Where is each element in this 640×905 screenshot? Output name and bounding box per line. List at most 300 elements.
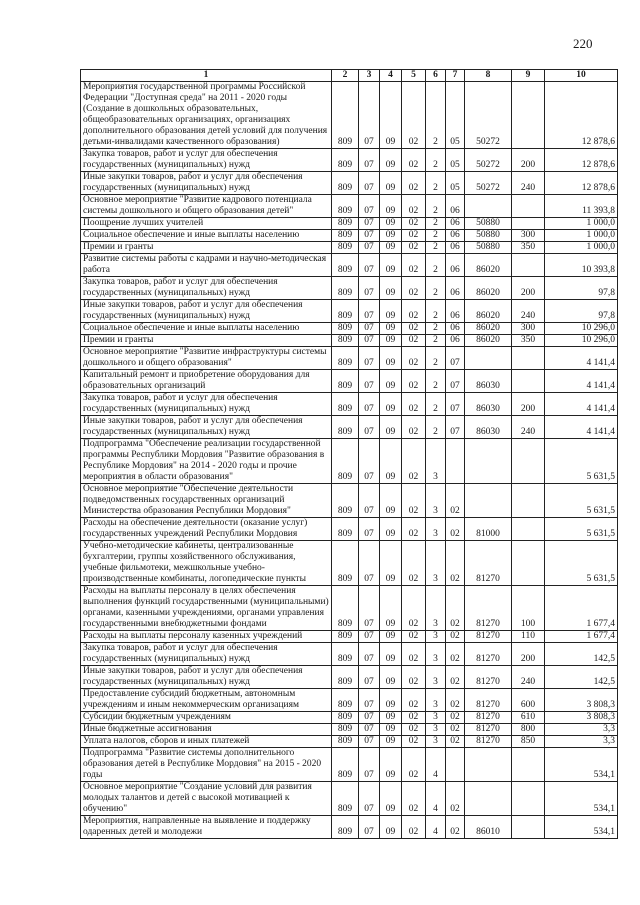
expense-type-cell: 100 <box>512 586 545 631</box>
table-row <box>81 724 618 736</box>
direction-code-cell <box>465 195 512 218</box>
admin-code-cell: 809 <box>332 323 359 335</box>
program-code-cell: 02 <box>402 724 426 736</box>
activity-code-cell <box>446 748 465 782</box>
item-name-cell: Социальное обеспечение и иные выплаты населению <box>81 323 332 335</box>
item-name-cell: Иные закупки товаров, работ и услуг для обеспечения государственных (муниципальных) нужд <box>81 416 332 439</box>
section-cell: 07 <box>359 631 380 643</box>
expense-type-cell: 200 <box>512 149 545 172</box>
direction-code-cell: 86010 <box>465 816 512 839</box>
expense-type-cell: 350 <box>512 242 545 254</box>
subprogram-code-cell: 3 <box>426 736 446 748</box>
section-cell: 07 <box>359 736 380 748</box>
program-code-cell: 02 <box>402 230 426 242</box>
table-row <box>81 335 618 347</box>
expense-type-cell: 850 <box>512 736 545 748</box>
subsection-cell: 09 <box>380 724 402 736</box>
subprogram-code-cell: 2 <box>426 149 446 172</box>
column-header: 10 <box>545 70 618 82</box>
admin-code-cell: 809 <box>332 724 359 736</box>
admin-code-cell: 809 <box>332 242 359 254</box>
activity-code-cell: 06 <box>446 230 465 242</box>
section-cell: 07 <box>359 518 380 541</box>
direction-code-cell: 81270 <box>465 712 512 724</box>
direction-code-cell: 86020 <box>465 277 512 300</box>
subprogram-code-cell: 4 <box>426 782 446 816</box>
section-cell: 07 <box>359 300 380 323</box>
table-body <box>81 82 618 839</box>
direction-code-cell: 86020 <box>465 300 512 323</box>
table-row <box>81 748 618 782</box>
program-code-cell: 02 <box>402 149 426 172</box>
subprogram-code-cell: 2 <box>426 416 446 439</box>
direction-code-cell <box>465 484 512 518</box>
admin-code-cell: 809 <box>332 518 359 541</box>
program-code-cell: 02 <box>402 631 426 643</box>
item-name-cell: Учебно-методические кабинеты, централизованные бухгалтерии, группы хозяйственного обслуживания, учебные фильмотеки, межшкольные учебно-производственные комбинаты, логопедические пункты <box>81 541 332 586</box>
program-code-cell: 02 <box>402 323 426 335</box>
subprogram-code-cell: 3 <box>426 643 446 666</box>
subsection-cell: 09 <box>380 736 402 748</box>
admin-code-cell: 809 <box>332 689 359 712</box>
section-cell: 07 <box>359 230 380 242</box>
amount-cell: 1 677,4 <box>545 586 618 631</box>
subprogram-code-cell: 2 <box>426 230 446 242</box>
admin-code-cell: 809 <box>332 439 359 484</box>
subsection-cell: 09 <box>380 518 402 541</box>
item-name-cell: Уплата налогов, сборов и иных платежей <box>81 736 332 748</box>
subprogram-code-cell: 3 <box>426 666 446 689</box>
expense-type-cell <box>512 347 545 370</box>
item-name-cell: Премии и гранты <box>81 242 332 254</box>
column-header: 3 <box>359 70 380 82</box>
expense-type-cell <box>512 195 545 218</box>
table-row <box>81 816 618 839</box>
amount-cell: 4 141,4 <box>545 393 618 416</box>
program-code-cell: 02 <box>402 370 426 393</box>
amount-cell: 4 141,4 <box>545 370 618 393</box>
admin-code-cell: 809 <box>332 218 359 230</box>
amount-cell: 4 141,4 <box>545 347 618 370</box>
direction-code-cell: 50272 <box>465 149 512 172</box>
subprogram-code-cell: 3 <box>426 484 446 518</box>
column-header: 4 <box>380 70 402 82</box>
activity-code-cell: 06 <box>446 323 465 335</box>
subprogram-code-cell: 2 <box>426 218 446 230</box>
admin-code-cell: 809 <box>332 82 359 149</box>
item-name-cell: Основное мероприятие "Обеспечение деятельности подведомственных государственных организаций Министерства образования Республики Мордовия" <box>81 484 332 518</box>
subsection-cell: 09 <box>380 712 402 724</box>
item-name-cell: Иные закупки товаров, работ и услуг для обеспечения государственных (муниципальных) нужд <box>81 666 332 689</box>
program-code-cell: 02 <box>402 541 426 586</box>
activity-code-cell: 05 <box>446 149 465 172</box>
subprogram-code-cell: 3 <box>426 712 446 724</box>
activity-code-cell <box>446 439 465 484</box>
table-row <box>81 643 618 666</box>
direction-code-cell <box>465 782 512 816</box>
item-name-cell: Закупка товаров, работ и услуг для обеспечения государственных (муниципальных) нужд <box>81 149 332 172</box>
expense-type-cell <box>512 218 545 230</box>
admin-code-cell: 809 <box>332 484 359 518</box>
subsection-cell: 09 <box>380 149 402 172</box>
subprogram-code-cell: 3 <box>426 586 446 631</box>
expense-type-cell: 240 <box>512 666 545 689</box>
subprogram-code-cell: 2 <box>426 300 446 323</box>
program-code-cell: 02 <box>402 736 426 748</box>
amount-cell: 5 631,5 <box>545 518 618 541</box>
subprogram-code-cell: 2 <box>426 254 446 277</box>
amount-cell: 534,1 <box>545 782 618 816</box>
section-cell: 07 <box>359 748 380 782</box>
amount-cell: 12 878,6 <box>545 172 618 195</box>
subprogram-code-cell: 2 <box>426 242 446 254</box>
subsection-cell: 09 <box>380 439 402 484</box>
expense-type-cell: 350 <box>512 335 545 347</box>
activity-code-cell: 02 <box>446 689 465 712</box>
subprogram-code-cell: 3 <box>426 439 446 484</box>
section-cell: 07 <box>359 323 380 335</box>
program-code-cell: 02 <box>402 518 426 541</box>
admin-code-cell: 809 <box>332 195 359 218</box>
admin-code-cell: 809 <box>332 736 359 748</box>
amount-cell: 3 808,3 <box>545 689 618 712</box>
admin-code-cell: 809 <box>332 782 359 816</box>
activity-code-cell: 02 <box>446 518 465 541</box>
admin-code-cell: 809 <box>332 347 359 370</box>
section-cell: 07 <box>359 484 380 518</box>
subsection-cell: 09 <box>380 335 402 347</box>
activity-code-cell: 02 <box>446 586 465 631</box>
item-name-cell: Подпрограмма "Развитие системы дополнительного образования детей в Республике Мордовия" на 2015 - 2020 годы <box>81 748 332 782</box>
amount-cell: 3,3 <box>545 724 618 736</box>
section-cell: 07 <box>359 782 380 816</box>
admin-code-cell: 809 <box>332 666 359 689</box>
expense-type-cell <box>512 370 545 393</box>
amount-cell: 1 000,0 <box>545 218 618 230</box>
subsection-cell: 09 <box>380 416 402 439</box>
direction-code-cell: 81000 <box>465 518 512 541</box>
amount-cell: 10 296,0 <box>545 323 618 335</box>
header-row <box>81 70 618 82</box>
item-name-cell: Предоставление субсидий бюджетным, автономным учреждениям и иным некоммерческим организациям <box>81 689 332 712</box>
activity-code-cell: 07 <box>446 347 465 370</box>
column-header: 1 <box>81 70 332 82</box>
item-name-cell: Закупка товаров, работ и услуг для обеспечения государственных (муниципальных) нужд <box>81 277 332 300</box>
item-name-cell: Иные закупки товаров, работ и услуг для обеспечения государственных (муниципальных) нужд <box>81 300 332 323</box>
table-row <box>81 689 618 712</box>
direction-code-cell: 86020 <box>465 323 512 335</box>
subsection-cell: 09 <box>380 323 402 335</box>
expense-type-cell: 240 <box>512 416 545 439</box>
item-name-cell: Закупка товаров, работ и услуг для обеспечения государственных (муниципальных) нужд <box>81 643 332 666</box>
activity-code-cell: 06 <box>446 277 465 300</box>
section-cell: 07 <box>359 439 380 484</box>
direction-code-cell: 86030 <box>465 370 512 393</box>
program-code-cell: 02 <box>402 347 426 370</box>
amount-cell: 534,1 <box>545 748 618 782</box>
amount-cell: 12 878,6 <box>545 149 618 172</box>
subprogram-code-cell: 3 <box>426 631 446 643</box>
direction-code-cell: 81270 <box>465 724 512 736</box>
direction-code-cell: 86030 <box>465 393 512 416</box>
table-row <box>81 172 618 195</box>
item-name-cell: Подпрограмма "Обеспечение реализации государственной программы Республики Мордовия "Развитие образования в Республике Мордовия" на 2014 - 2020 годы и прочие мероприятия в области образования" <box>81 439 332 484</box>
activity-code-cell: 06 <box>446 242 465 254</box>
expense-type-cell: 110 <box>512 631 545 643</box>
section-cell: 07 <box>359 541 380 586</box>
item-name-cell: Расходы на выплаты персоналу в целях обеспечения выполнения функций государственными (муниципальными) органами, казенными учреждениями, органами управления государственными внебюджетными фондами <box>81 586 332 631</box>
expense-type-cell: 240 <box>512 300 545 323</box>
table-row <box>81 736 618 748</box>
expense-type-cell: 200 <box>512 643 545 666</box>
direction-code-cell <box>465 347 512 370</box>
item-name-cell: Субсидии бюджетным учреждениям <box>81 712 332 724</box>
table-row <box>81 82 618 149</box>
expense-type-cell: 300 <box>512 323 545 335</box>
subsection-cell: 09 <box>380 230 402 242</box>
amount-cell: 5 631,5 <box>545 541 618 586</box>
activity-code-cell: 06 <box>446 300 465 323</box>
subsection-cell: 09 <box>380 631 402 643</box>
item-name-cell: Расходы на обеспечение деятельности (оказание услуг) государственных учреждений Республики Мордовия <box>81 518 332 541</box>
page-number: 220 <box>573 36 593 51</box>
subsection-cell: 09 <box>380 300 402 323</box>
column-header: 2 <box>332 70 359 82</box>
admin-code-cell: 809 <box>332 631 359 643</box>
subsection-cell: 09 <box>380 218 402 230</box>
program-code-cell: 02 <box>402 195 426 218</box>
direction-code-cell: 50880 <box>465 230 512 242</box>
subsection-cell: 09 <box>380 277 402 300</box>
direction-code-cell: 86020 <box>465 335 512 347</box>
table-row <box>81 242 618 254</box>
amount-cell: 3,3 <box>545 736 618 748</box>
subsection-cell: 09 <box>380 586 402 631</box>
amount-cell: 142,5 <box>545 643 618 666</box>
program-code-cell: 02 <box>402 689 426 712</box>
subprogram-code-cell: 2 <box>426 195 446 218</box>
expense-type-cell: 600 <box>512 689 545 712</box>
amount-cell: 97,8 <box>545 277 618 300</box>
expense-type-cell <box>512 541 545 586</box>
table-row <box>81 631 618 643</box>
item-name-cell: Капитальный ремонт и приобретение оборудования для образовательных организаций <box>81 370 332 393</box>
amount-cell: 12 878,6 <box>545 82 618 149</box>
program-code-cell: 02 <box>402 335 426 347</box>
section-cell: 07 <box>359 689 380 712</box>
item-name-cell: Мероприятия, направленные на выявление и поддержку одаренных детей и молодежи <box>81 816 332 839</box>
table-row <box>81 195 618 218</box>
item-name-cell: Премии и гранты <box>81 335 332 347</box>
activity-code-cell: 02 <box>446 484 465 518</box>
table-row <box>81 254 618 277</box>
direction-code-cell <box>465 439 512 484</box>
section-cell: 07 <box>359 149 380 172</box>
activity-code-cell: 06 <box>446 254 465 277</box>
section-cell: 07 <box>359 277 380 300</box>
activity-code-cell: 02 <box>446 631 465 643</box>
admin-code-cell: 809 <box>332 748 359 782</box>
subsection-cell: 09 <box>380 347 402 370</box>
activity-code-cell: 07 <box>446 370 465 393</box>
section-cell: 07 <box>359 643 380 666</box>
section-cell: 07 <box>359 393 380 416</box>
activity-code-cell: 02 <box>446 782 465 816</box>
activity-code-cell: 02 <box>446 643 465 666</box>
table-row <box>81 518 618 541</box>
subprogram-code-cell: 2 <box>426 82 446 149</box>
section-cell: 07 <box>359 82 380 149</box>
amount-cell: 10 296,0 <box>545 335 618 347</box>
item-name-cell: Основное мероприятие "Создание условий для развития молодых талантов и детей с высокой мотивацией к обучению" <box>81 782 332 816</box>
subsection-cell: 09 <box>380 393 402 416</box>
direction-code-cell: 50272 <box>465 172 512 195</box>
item-name-cell: Поощрение лучших учителей <box>81 218 332 230</box>
amount-cell: 5 631,5 <box>545 484 618 518</box>
subprogram-code-cell: 2 <box>426 172 446 195</box>
program-code-cell: 02 <box>402 439 426 484</box>
activity-code-cell: 02 <box>446 724 465 736</box>
program-code-cell: 02 <box>402 484 426 518</box>
subsection-cell: 09 <box>380 689 402 712</box>
item-name-cell: Закупка товаров, работ и услуг для обеспечения государственных (муниципальных) нужд <box>81 393 332 416</box>
expense-type-cell <box>512 748 545 782</box>
direction-code-cell: 86030 <box>465 416 512 439</box>
activity-code-cell: 06 <box>446 218 465 230</box>
section-cell: 07 <box>359 586 380 631</box>
subprogram-code-cell: 2 <box>426 370 446 393</box>
table-row <box>81 586 618 631</box>
admin-code-cell: 809 <box>332 816 359 839</box>
section-cell: 07 <box>359 254 380 277</box>
amount-cell: 1 000,0 <box>545 242 618 254</box>
item-name-cell: Расходы на выплаты персоналу казенных учреждений <box>81 631 332 643</box>
activity-code-cell: 06 <box>446 195 465 218</box>
table-row <box>81 218 618 230</box>
amount-cell: 5 631,5 <box>545 439 618 484</box>
column-header: 9 <box>512 70 545 82</box>
subsection-cell: 09 <box>380 816 402 839</box>
expense-type-cell: 200 <box>512 393 545 416</box>
program-code-cell: 02 <box>402 782 426 816</box>
table-row <box>81 712 618 724</box>
subsection-cell: 09 <box>380 370 402 393</box>
section-cell: 07 <box>359 666 380 689</box>
table-row <box>81 277 618 300</box>
activity-code-cell: 02 <box>446 816 465 839</box>
program-code-cell: 02 <box>402 643 426 666</box>
expense-type-cell <box>512 782 545 816</box>
item-name-cell: Иные бюджетные ассигнования <box>81 724 332 736</box>
amount-cell: 11 393,8 <box>545 195 618 218</box>
table-row <box>81 300 618 323</box>
activity-code-cell: 02 <box>446 666 465 689</box>
table-row <box>81 323 618 335</box>
amount-cell: 10 393,8 <box>545 254 618 277</box>
subsection-cell: 09 <box>380 172 402 195</box>
item-name-cell: Основное мероприятие "Развитие кадрового потенциала системы дошкольного и общего образования детей" <box>81 195 332 218</box>
subsection-cell: 09 <box>380 541 402 586</box>
subprogram-code-cell: 2 <box>426 277 446 300</box>
amount-cell: 534,1 <box>545 816 618 839</box>
subsection-cell: 09 <box>380 242 402 254</box>
expense-type-cell <box>512 816 545 839</box>
subsection-cell: 09 <box>380 254 402 277</box>
subprogram-code-cell: 3 <box>426 541 446 586</box>
expense-type-cell: 240 <box>512 172 545 195</box>
subsection-cell: 09 <box>380 748 402 782</box>
program-code-cell: 02 <box>402 242 426 254</box>
subsection-cell: 09 <box>380 484 402 518</box>
section-cell: 07 <box>359 242 380 254</box>
direction-code-cell: 81270 <box>465 736 512 748</box>
table-row <box>81 439 618 484</box>
column-header: 5 <box>402 70 426 82</box>
table-row <box>81 416 618 439</box>
admin-code-cell: 809 <box>332 230 359 242</box>
table-row <box>81 393 618 416</box>
item-name-cell: Социальное обеспечение и иные выплаты населению <box>81 230 332 242</box>
program-code-cell: 02 <box>402 172 426 195</box>
column-header: 8 <box>465 70 512 82</box>
item-name-cell: Основное мероприятие "Развитие инфраструктуры системы дошкольного и общего образования" <box>81 347 332 370</box>
expense-type-cell: 800 <box>512 724 545 736</box>
activity-code-cell: 07 <box>446 393 465 416</box>
direction-code-cell: 50272 <box>465 82 512 149</box>
direction-code-cell: 81270 <box>465 541 512 586</box>
program-code-cell: 02 <box>402 712 426 724</box>
expense-type-cell: 200 <box>512 277 545 300</box>
item-name-cell: Мероприятия государственной программы Российской Федерации "Доступная среда" на 2011 - 2020 годы (Создание в дошкольных образовательных, общеобразовательных организациях, организациях дополнительного образования детей условий для получения детьми-инвалидами качественного образования) <box>81 82 332 149</box>
table-row <box>81 370 618 393</box>
admin-code-cell: 809 <box>332 254 359 277</box>
admin-code-cell: 809 <box>332 300 359 323</box>
budget-table <box>80 69 618 839</box>
direction-code-cell <box>465 748 512 782</box>
subprogram-code-cell: 3 <box>426 689 446 712</box>
program-code-cell: 02 <box>402 300 426 323</box>
direction-code-cell: 81270 <box>465 586 512 631</box>
expense-type-cell <box>512 518 545 541</box>
amount-cell: 97,8 <box>545 300 618 323</box>
table-row <box>81 347 618 370</box>
subprogram-code-cell: 4 <box>426 816 446 839</box>
section-cell: 07 <box>359 195 380 218</box>
table-row <box>81 541 618 586</box>
section-cell: 07 <box>359 347 380 370</box>
program-code-cell: 02 <box>402 416 426 439</box>
table-row <box>81 484 618 518</box>
admin-code-cell: 809 <box>332 172 359 195</box>
amount-cell: 1 000,0 <box>545 230 618 242</box>
item-name-cell: Развитие системы работы с кадрами и научно-методическая работа <box>81 254 332 277</box>
amount-cell: 1 677,4 <box>545 631 618 643</box>
admin-code-cell: 809 <box>332 393 359 416</box>
activity-code-cell: 02 <box>446 736 465 748</box>
column-header: 6 <box>426 70 446 82</box>
admin-code-cell: 809 <box>332 643 359 666</box>
amount-cell: 142,5 <box>545 666 618 689</box>
program-code-cell: 02 <box>402 393 426 416</box>
program-code-cell: 02 <box>402 254 426 277</box>
admin-code-cell: 809 <box>332 541 359 586</box>
subprogram-code-cell: 2 <box>426 335 446 347</box>
program-code-cell: 02 <box>402 218 426 230</box>
section-cell: 07 <box>359 218 380 230</box>
expense-type-cell <box>512 439 545 484</box>
admin-code-cell: 809 <box>332 712 359 724</box>
admin-code-cell: 809 <box>332 277 359 300</box>
